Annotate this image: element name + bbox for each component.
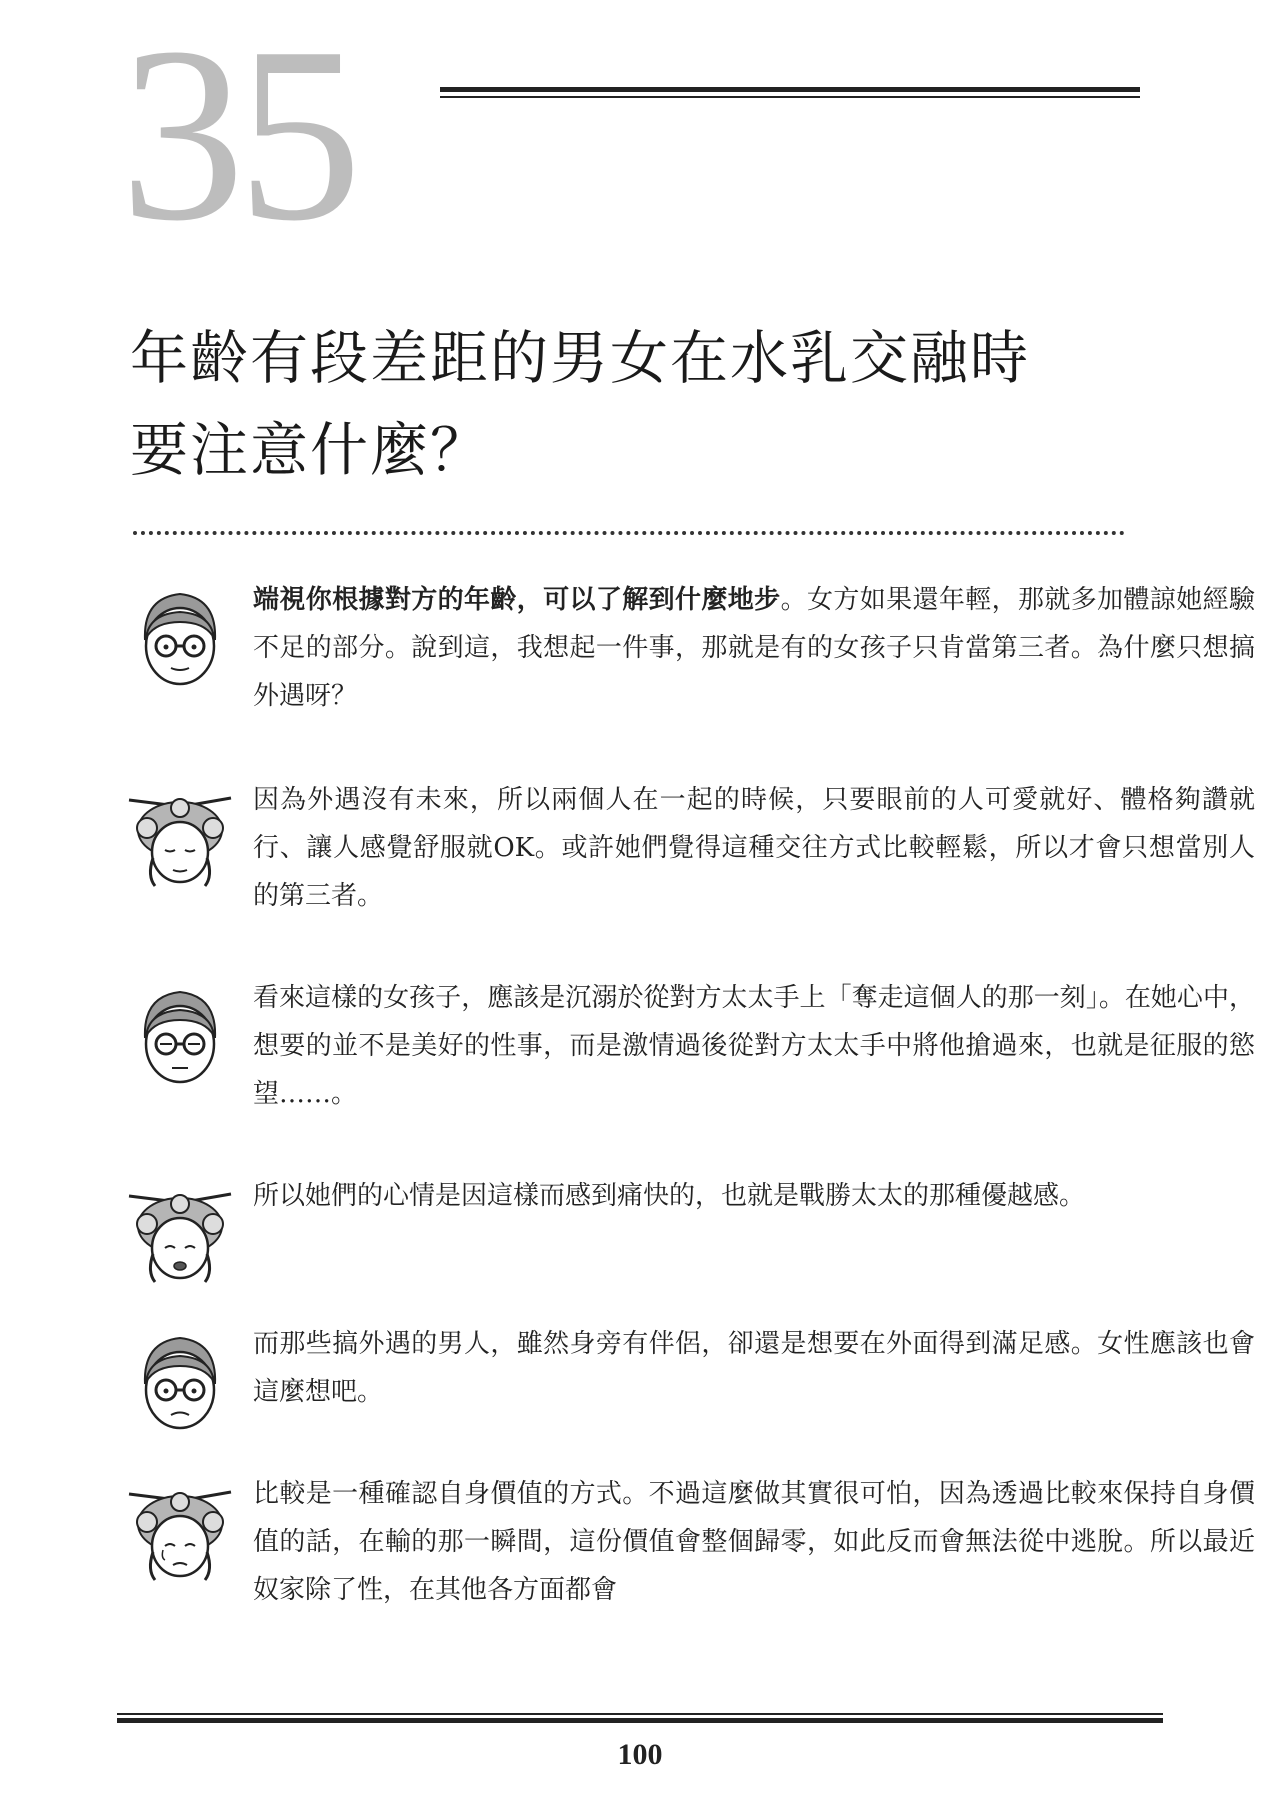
man-with-glasses-icon — [125, 978, 235, 1088]
dialog-text: 而那些搞外遇的男人，雖然身旁有伴侶，卻還是想要在外面得到滿足感。女性應該也會這麼想吧。 — [253, 1329, 1255, 1407]
dialog-text: 比較是一種確認自身價值的方式。不過這麼做其實很可怕，因為透過比較來保持自身價值的話，在輸的那一瞬間，這份價值會整個歸零，如此反而會無法從中逃脫。所以最近奴家除了性，在其他各方面都會 — [253, 1479, 1255, 1605]
chapter-number: 35 — [120, 0, 354, 273]
dialog-text: 看來這樣的女孩子，應該是沉溺於從對方太太手上「奪走這個人的那一刻」。在她心中，想要的並不是美好的性事，而是激情過後從對方太太手中將他搶過來，也就是征服的慾望……。 — [253, 983, 1255, 1109]
dialog-text-body: 。女方如果還年輕，那就多加體諒她經驗不足的部分。說到這，我想起一件事，那就是有的女孩子只肯當第三者。為什麼只想搞外遇呀？ — [253, 585, 1255, 711]
chapter-title — [130, 312, 1170, 496]
page-number: 100 — [617, 1738, 663, 1771]
dialog-text: 所以她們的心情是因這樣而感到痛快的，也就是戰勝太太的那種優越感。 — [253, 1181, 1086, 1211]
title-dotted-divider — [133, 531, 1125, 535]
man-with-glasses-icon — [125, 580, 235, 690]
chapter-title-line-1: 年齡有段差距的男女在水乳交融時 — [130, 324, 1031, 392]
emphasis-text: 端視你根據對方的年齡，可以了解到什麼地步 — [253, 585, 781, 615]
header-rule-thick — [440, 87, 1140, 92]
woman-with-curlers-icon — [125, 780, 235, 890]
dialog-text: 因為外遇沒有未來，所以兩個人在一起的時候，只要眼前的人可愛就好、體格夠讚就行、讓人感覺舒服就OK。或許她們覺得這種交往方式比較輕鬆，所以才會只想當別人的第三者。 — [253, 785, 1255, 911]
man-with-glasses-icon — [125, 1324, 235, 1434]
footer-rule-thick — [117, 1718, 1163, 1723]
dialog-text — [253, 576, 1255, 720]
footer-rule-thin — [117, 1713, 1163, 1715]
woman-with-curlers-icon — [125, 1474, 235, 1584]
woman-with-curlers-icon — [125, 1176, 235, 1286]
header-rule-thin — [440, 96, 1140, 98]
chapter-title-line-2: 要注意什麼？ — [130, 416, 491, 484]
